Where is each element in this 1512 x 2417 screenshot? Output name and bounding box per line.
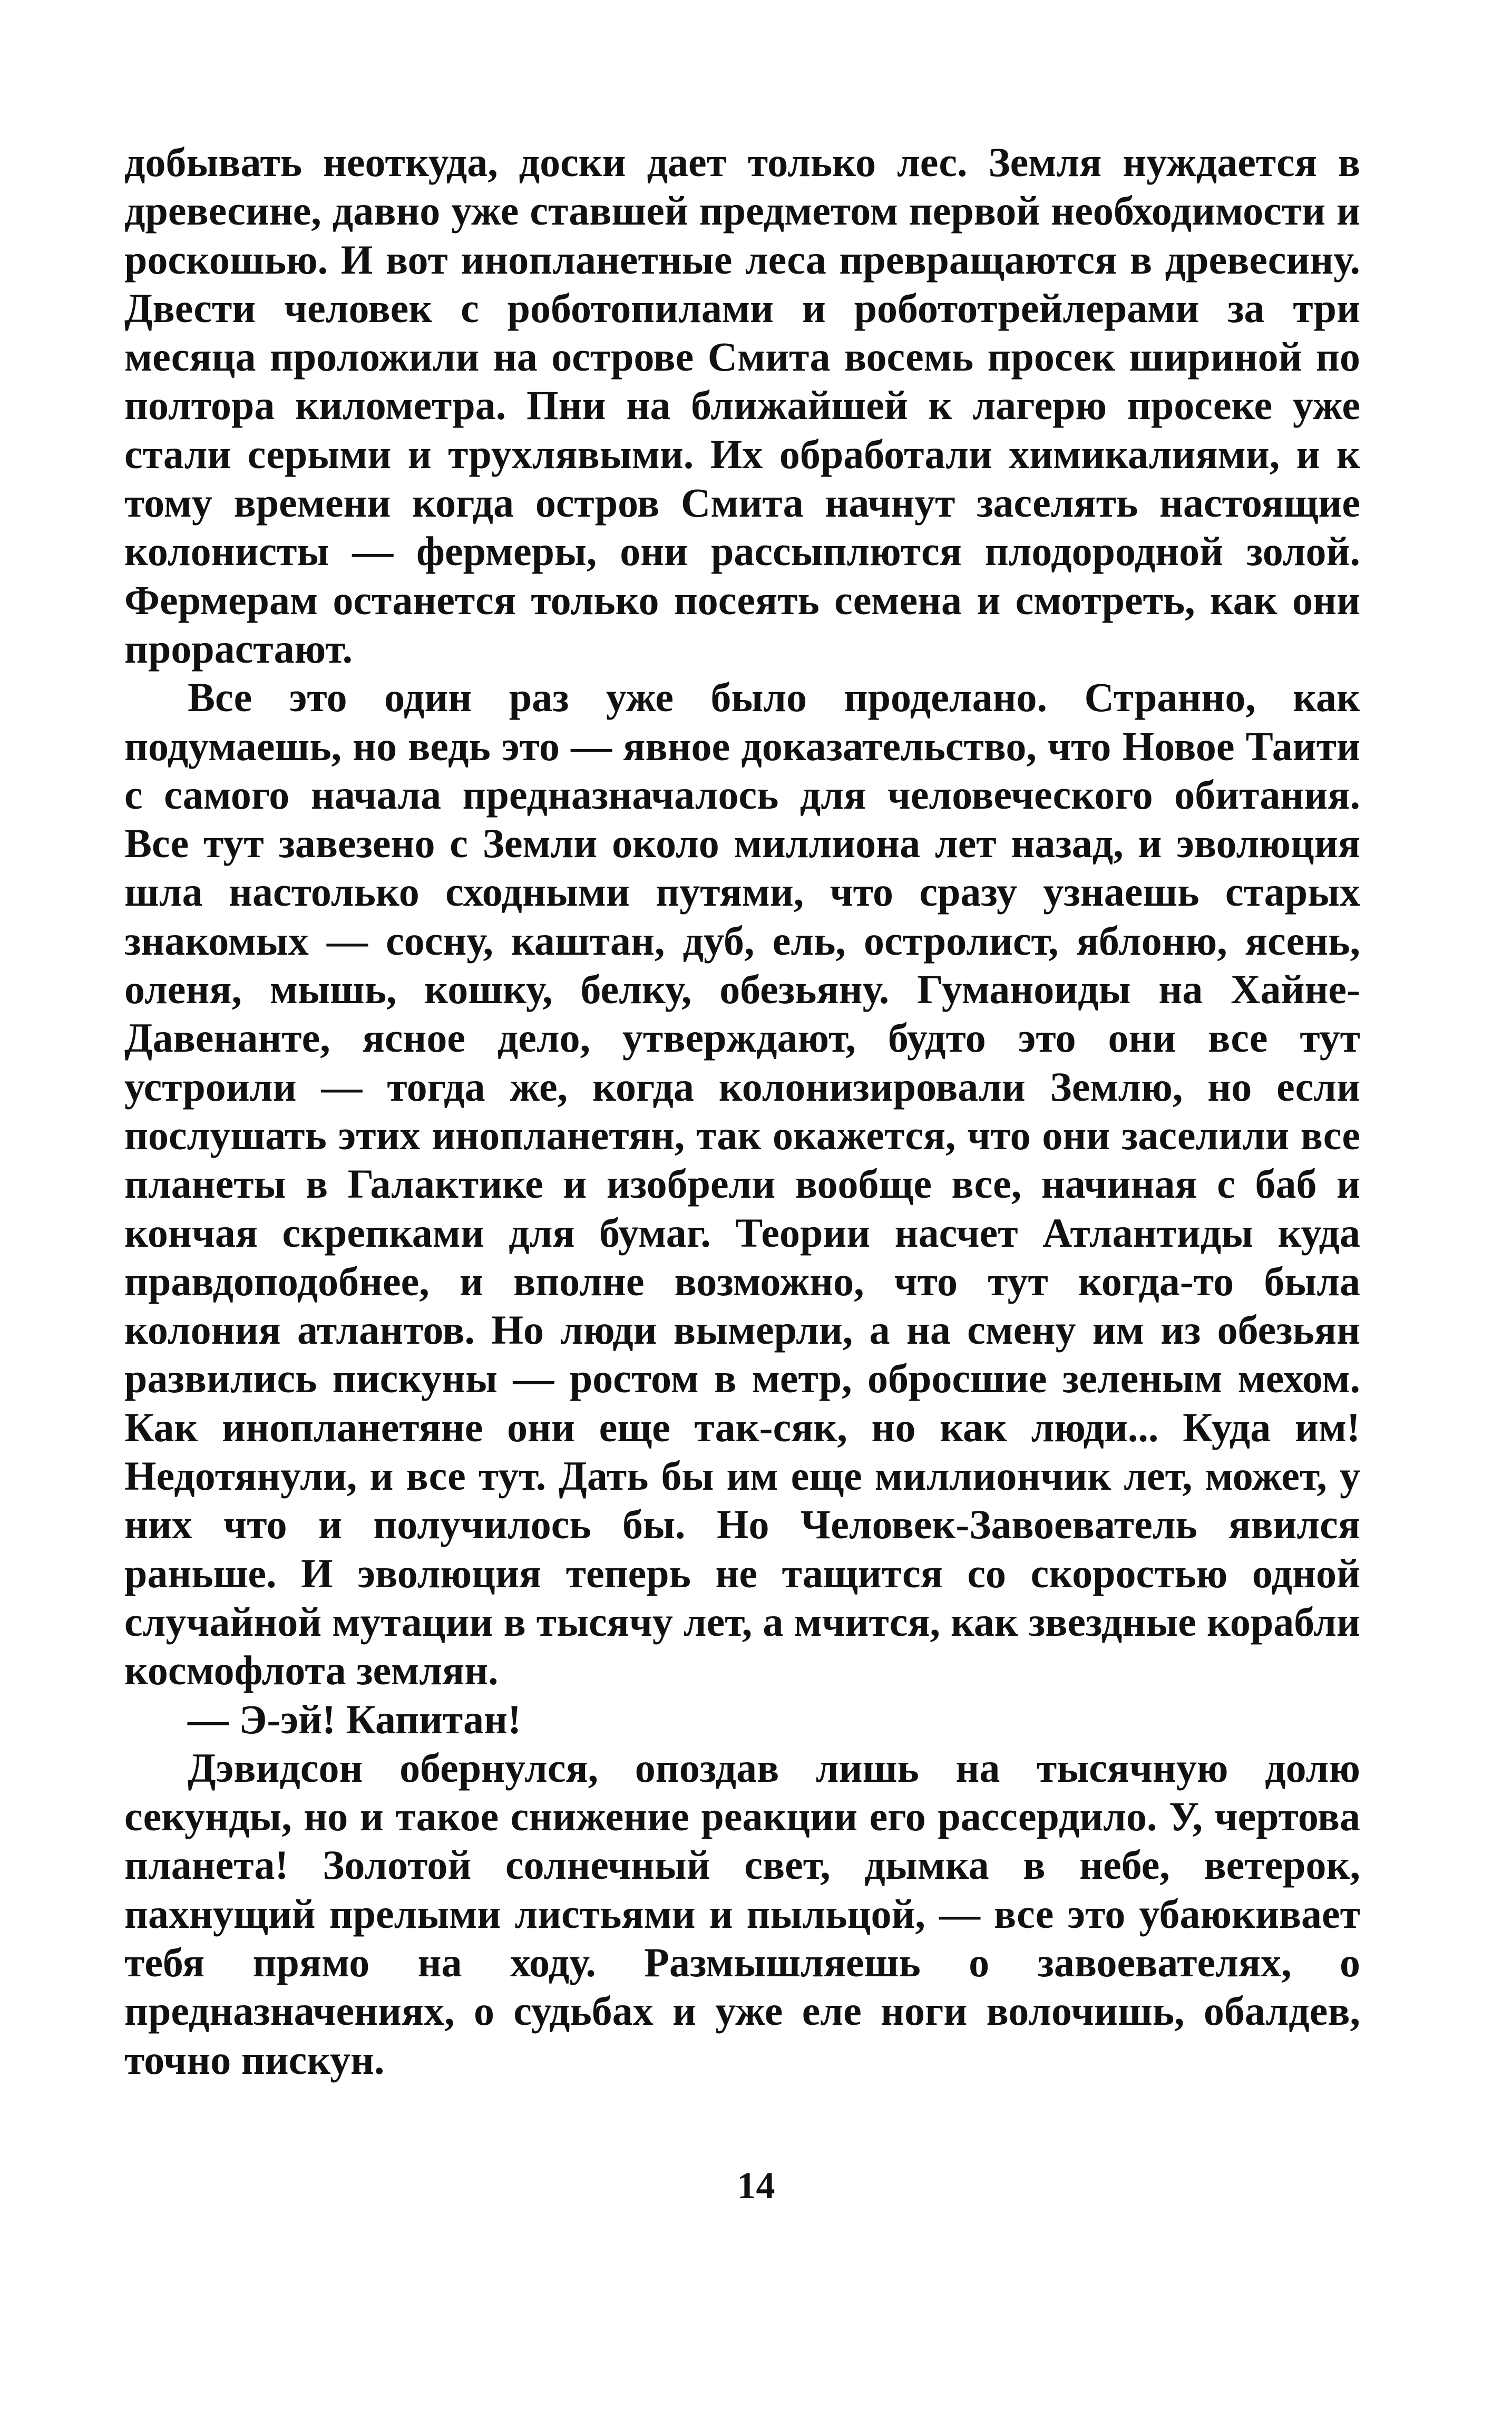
paragraph-3-dialogue: — Э-эй! Капитан! — [188, 1696, 522, 1742]
paragraph-1: добывать неоткуда, доски дает только лес. Земля нуждается в древесине, давно уже ставшей предметом первой необходимости и роскошью. И вот инопланетные леса превращаются в древесину. Двести человек с роботопилами и робототрейлерами за три месяца проложили на острове Смита восемь просек шириной по полтора километра. Пни на ближайшей к лагерю просеке уже стали серыми и трухлявыми. Их обработали химикалиями, и к тому времени когда остров Смита начнут заселять настоящие колонисты — фермеры, они рассыплются плодородной золой. Фермерам останется только посеять семена и смотреть, как они прорастают. — [124, 139, 1360, 672]
page-number: 14 — [737, 2164, 775, 2207]
paragraph-4: Дэвидсон обернулся, опоздав лишь на тысячную долю секунды, но и такое снижение реакции его рассердило. У, чертова планета! Золотой солнечный свет, дымка в небе, ветерок, пахнущий прелыми листьями и пыльцой, — все это убаюкивает тебя прямо на ходу. Размышляешь о завоевателях, о предназначениях, о судьбах и уже еле ноги волочишь, обалдев, точно пискун. — [124, 1744, 1360, 2083]
paragraph-2: Все это один раз уже было проделано. Странно, как подумаешь, но ведь это — явное доказательство, что Новое Таити с самого начала предназначалось для человеческого обитания. Все тут завезено с Земли около миллиона лет назад, и эволюция шла настолько сходными путями, что сразу узнаешь старых знакомых — сосну, каштан, дуб, ель, остролист, яблоню, ясень, оленя, мышь, кошку, белку, обезьяну. Гуманоиды на Хайне-Давенанте, ясное дело, утверждают, будто это они все тут устроили — тогда же, когда колонизировали Землю, но если послушать этих инопланетян, так окажется, что они заселили все планеты в Галактике и изобрели вообще все, начиная с баб и кончая скрепками для бумаг. Теории насчет Атлантиды куда правдоподобнее, и вполне возможно, что тут когда-то была колония атлантов. Но люди вымерли, а на смену им из обезьян развились пискуны — ростом в метр, обросшие зеленым мехом. Как инопланетяне они еще так-сяк, но как люди... Куда им! Недотянули, и все тут. Дать бы им еще миллиончик лет, может, у них что и получилось бы. Но Человек-Завоеватель явился раньше. И эволюция теперь не тащится со скоростью одной случайной мутации в тысячу лет, а мчится, как звездные корабли космофлота землян. — [124, 674, 1360, 1694]
body-text — [124, 138, 1360, 2084]
